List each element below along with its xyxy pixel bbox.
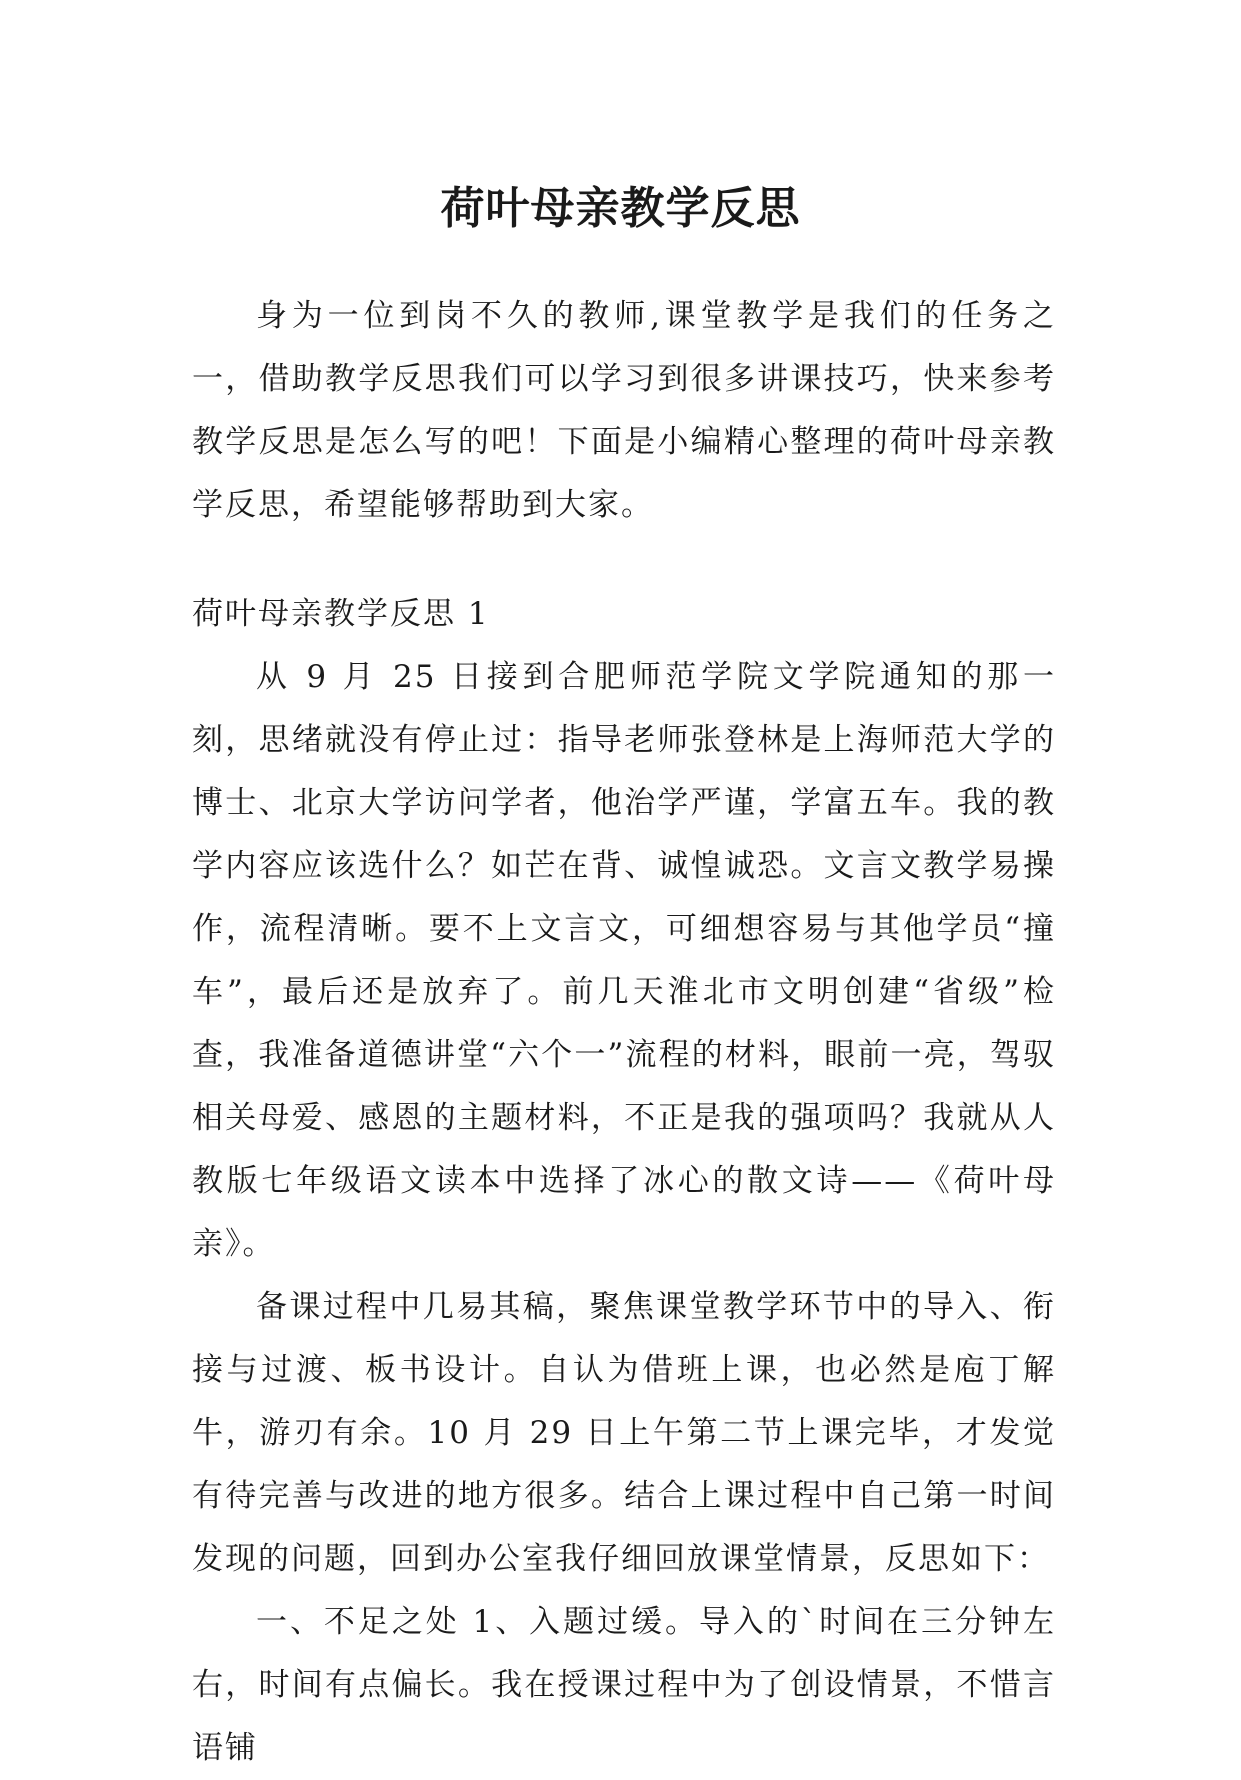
intro-paragraph: 身为一位到岗不久的教师,课堂教学是我们的任务之一，借助教学反思我们可以学习到很多讲课技巧，快来参考教学反思是怎么写的吧！下面是小编精心整理的荷叶母亲教学反思，希望能够帮助到大家。 bbox=[192, 298, 1056, 523]
section-heading: 荷叶母亲教学反思 1 bbox=[192, 596, 490, 632]
body-paragraph: 备课过程中几易其稿，聚焦课堂教学环节中的导入、衔接与过渡、板书设计。自认为借班上课，也必然是庖丁解牛，游刃有余。10 月 29 日上午第二节上课完毕，才发觉有待完善与改进的地方很多。结合上课过程中自己第一时间发现的问题，回到办公室我仔细回放课堂情景，反思如下： bbox=[192, 1289, 1056, 1577]
body-paragraph: 一、不足之处 1、入题过缓。导入的`时间在三分钟左右，时间有点偏长。我在授课过程中为了创设情景，不惜言语铺 bbox=[192, 1604, 1056, 1766]
intro-block bbox=[192, 285, 1056, 537]
main-block bbox=[192, 583, 1056, 1780]
body-paragraph: 从 9 月 25 日接到合肥师范学院文学院通知的那一刻，思绪就没有停止过：指导老师张登林是上海师范大学的博士、北京大学访问学者，他治学严谨，学富五车。我的教学内容应该选什么？如芒在背、诚惶诚恐。文言文教学易操作，流程清晰。要不上文言文，可细想容易与其他学员“撞车”，最后还是放弃了。前几天淮北市文明创建“省级”检查，我准备道德讲堂“六个一”流程的材料，眼前一亮，驾驭相关母爱、感恩的主题材料，不正是我的强项吗？我就从人教版七年级语文读本中选择了冰心的散文诗——《荷叶母亲》。 bbox=[192, 659, 1056, 1262]
document-title: 荷叶母亲教学反思 bbox=[440, 183, 801, 235]
